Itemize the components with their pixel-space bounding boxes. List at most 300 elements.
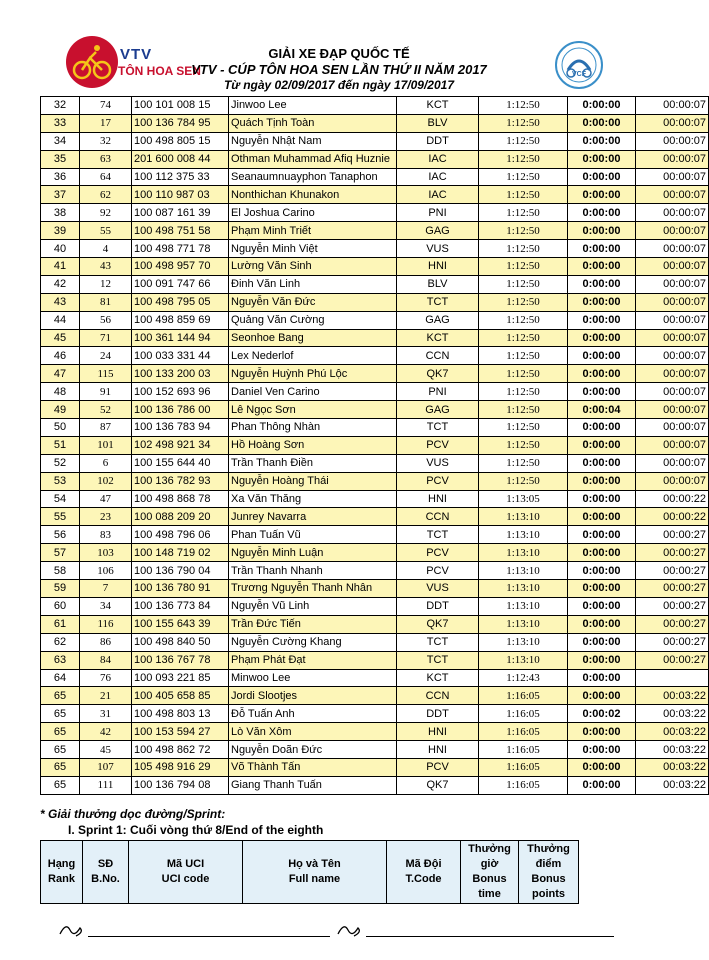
bib-cell: 7 (80, 580, 132, 598)
gap-cell: 00:03:22 (636, 687, 709, 705)
gap-cell: 00:00:07 (636, 454, 709, 472)
bonus-cell: 0:00:00 (568, 687, 636, 705)
gap-cell: 00:00:22 (636, 490, 709, 508)
table-row (41, 383, 709, 401)
rank-cell: 46 (41, 347, 80, 365)
table-row (41, 204, 709, 222)
rider-name-cell: Lex Nederlof (229, 347, 397, 365)
time-cell: 1:12:50 (479, 186, 568, 204)
vtv-logo-text: VTV (120, 46, 153, 63)
bonus-cell: 0:00:00 (568, 776, 636, 794)
uci-code-cell: 100 133 200 03 (132, 365, 229, 383)
gap-cell: 00:00:27 (636, 633, 709, 651)
bonus-cell: 0:00:00 (568, 544, 636, 562)
team-code-cell: PCV (397, 436, 479, 454)
table-row (41, 472, 709, 490)
time-cell: 1:16:05 (479, 776, 568, 794)
sprint-header-vi: SĐ (97, 858, 114, 870)
gap-cell: 00:00:07 (636, 114, 709, 132)
table-row (41, 419, 709, 437)
rank-cell: 52 (41, 454, 80, 472)
uci-code-cell: 100 136 790 04 (132, 562, 229, 580)
gap-cell: 00:00:07 (636, 258, 709, 276)
uci-code-cell: 100 033 331 44 (132, 347, 229, 365)
rank-cell: 44 (41, 311, 80, 329)
rider-name-cell: Othman Muhammad Afiq Huznie (229, 150, 397, 168)
bonus-cell: 0:00:00 (568, 293, 636, 311)
bonus-cell: 0:00:00 (568, 365, 636, 383)
bib-cell: 91 (80, 383, 132, 401)
signature-mark-left (58, 918, 88, 940)
table-row (41, 97, 709, 115)
team-code-cell: TCT (397, 633, 479, 651)
time-cell: 1:13:10 (479, 508, 568, 526)
time-cell: 1:12:50 (479, 293, 568, 311)
bib-cell: 64 (80, 168, 132, 186)
bonus-cell: 0:00:00 (568, 723, 636, 741)
bonus-cell: 0:00:00 (568, 580, 636, 598)
uci-code-cell: 100 152 693 96 (132, 383, 229, 401)
bonus-cell: 0:00:00 (568, 741, 636, 759)
uci-code-cell: 100 405 658 85 (132, 687, 229, 705)
team-code-cell: TCT (397, 526, 479, 544)
uci-code-cell: 100 136 783 94 (132, 419, 229, 437)
rank-cell: 62 (41, 633, 80, 651)
team-code-cell: KCT (397, 97, 479, 115)
bib-cell: 24 (80, 347, 132, 365)
gap-cell: 00:00:07 (636, 97, 709, 115)
bib-cell: 86 (80, 633, 132, 651)
rider-name-cell: Daniel Ven Carino (229, 383, 397, 401)
team-code-cell: DDT (397, 597, 479, 615)
team-code-cell: QK7 (397, 615, 479, 633)
page-header (0, 0, 678, 96)
bib-cell: 62 (80, 186, 132, 204)
bib-cell: 76 (80, 669, 132, 687)
bib-cell: 115 (80, 365, 132, 383)
sprint-header-en: UCI code (161, 873, 210, 885)
gap-cell: 00:03:22 (636, 723, 709, 741)
time-cell: 1:12:50 (479, 275, 568, 293)
time-cell: 1:12:50 (479, 258, 568, 276)
bonus-cell: 0:00:00 (568, 132, 636, 150)
sprint-header-cell (129, 841, 243, 904)
bonus-cell: 0:00:00 (568, 597, 636, 615)
bib-cell: 12 (80, 275, 132, 293)
rider-name-cell: Lê Ngọc Sơn (229, 401, 397, 419)
time-cell: 1:16:05 (479, 723, 568, 741)
rider-name-cell: Hồ Hoàng Sơn (229, 436, 397, 454)
table-row (41, 311, 709, 329)
rank-cell: 39 (41, 222, 80, 240)
bib-cell: 116 (80, 615, 132, 633)
table-row (41, 114, 709, 132)
gap-cell: 00:00:07 (636, 347, 709, 365)
bib-cell: 45 (80, 741, 132, 759)
table-row (41, 633, 709, 651)
time-cell: 1:16:05 (479, 687, 568, 705)
uci-code-cell: 100 136 767 78 (132, 651, 229, 669)
team-code-cell: GAG (397, 401, 479, 419)
gap-cell: 00:00:07 (636, 150, 709, 168)
bonus-cell: 0:00:00 (568, 258, 636, 276)
rider-name-cell: Junrey Navarra (229, 508, 397, 526)
uci-code-cell: 100 153 594 27 (132, 723, 229, 741)
bonus-cell: 0:00:00 (568, 508, 636, 526)
bonus-cell: 0:00:00 (568, 436, 636, 454)
gap-cell: 00:00:07 (636, 311, 709, 329)
team-code-cell: DDT (397, 705, 479, 723)
bib-cell: 103 (80, 544, 132, 562)
rider-name-cell: Nguyễn Văn Đức (229, 293, 397, 311)
team-code-cell: DDT (397, 132, 479, 150)
rider-name-cell: Phạm Minh Triết (229, 222, 397, 240)
uci-code-cell: 100 110 987 03 (132, 186, 229, 204)
rank-cell: 32 (41, 97, 80, 115)
team-code-cell: QK7 (397, 776, 479, 794)
sprint-header-cell (461, 841, 519, 904)
table-row (41, 508, 709, 526)
bib-cell: 111 (80, 776, 132, 794)
bonus-cell: 0:00:00 (568, 204, 636, 222)
gap-cell: 00:00:27 (636, 651, 709, 669)
time-cell: 1:12:50 (479, 132, 568, 150)
uci-code-cell: 100 091 747 66 (132, 275, 229, 293)
sprint-header-en: Bonus points (531, 873, 566, 900)
rank-cell: 45 (41, 329, 80, 347)
rank-cell: 49 (41, 401, 80, 419)
rider-name-cell: Lò Văn Xôm (229, 723, 397, 741)
bib-cell: 107 (80, 758, 132, 776)
team-code-cell: VUS (397, 240, 479, 258)
sprint-table (40, 840, 579, 904)
uci-code-cell: 201 600 008 44 (132, 150, 229, 168)
bib-cell: 63 (80, 150, 132, 168)
rider-name-cell: Quảng Văn Cường (229, 311, 397, 329)
bib-cell: 71 (80, 329, 132, 347)
bonus-cell: 0:00:00 (568, 383, 636, 401)
team-code-cell: QK7 (397, 365, 479, 383)
uci-code-cell: 100 136 794 08 (132, 776, 229, 794)
team-code-cell: TCT (397, 651, 479, 669)
rider-name-cell: Nguyễn Minh Việt (229, 240, 397, 258)
rank-cell: 54 (41, 490, 80, 508)
rank-cell: 42 (41, 275, 80, 293)
sprint-header-en: B.No. (91, 873, 120, 885)
team-code-cell: PNI (397, 204, 479, 222)
rider-name-cell: Xa Văn Thăng (229, 490, 397, 508)
sprint-note: * Giải thưởng dọc đường/Sprint: (40, 807, 226, 821)
gap-cell: 00:00:07 (636, 472, 709, 490)
uci-code-cell: 100 498 796 06 (132, 526, 229, 544)
bonus-cell: 0:00:00 (568, 347, 636, 365)
team-code-cell: VUS (397, 580, 479, 598)
table-row (41, 526, 709, 544)
table-row (41, 275, 709, 293)
uci-code-cell: 102 498 921 34 (132, 436, 229, 454)
time-cell: 1:12:50 (479, 240, 568, 258)
time-cell: 1:12:50 (479, 311, 568, 329)
bonus-cell: 0:00:00 (568, 240, 636, 258)
team-code-cell: KCT (397, 669, 479, 687)
team-code-cell: PCV (397, 562, 479, 580)
time-cell: 1:16:05 (479, 705, 568, 723)
bonus-cell: 0:00:00 (568, 454, 636, 472)
time-cell: 1:13:10 (479, 526, 568, 544)
team-code-cell: HNI (397, 258, 479, 276)
time-cell: 1:12:50 (479, 383, 568, 401)
table-row (41, 436, 709, 454)
rank-cell: 33 (41, 114, 80, 132)
bib-cell: 106 (80, 562, 132, 580)
rank-cell: 51 (41, 436, 80, 454)
bib-cell: 17 (80, 114, 132, 132)
table-row (41, 580, 709, 598)
table-row (41, 132, 709, 150)
rank-cell: 38 (41, 204, 80, 222)
signature-line-right (366, 936, 614, 937)
table-row (41, 544, 709, 562)
rank-cell: 35 (41, 150, 80, 168)
rider-name-cell: Jinwoo Lee (229, 97, 397, 115)
gap-cell: 00:00:07 (636, 383, 709, 401)
time-cell: 1:12:50 (479, 365, 568, 383)
uci-code-cell: 100 498 803 13 (132, 705, 229, 723)
uci-code-cell: 100 112 375 33 (132, 168, 229, 186)
uci-code-cell: 100 136 782 93 (132, 472, 229, 490)
table-row (41, 347, 709, 365)
rank-cell: 61 (41, 615, 80, 633)
gap-cell: 00:03:22 (636, 758, 709, 776)
bib-cell: 6 (80, 454, 132, 472)
gap-cell: 00:00:27 (636, 615, 709, 633)
time-cell: 1:12:50 (479, 114, 568, 132)
team-code-cell: VUS (397, 454, 479, 472)
uci-code-cell: 100 136 786 00 (132, 401, 229, 419)
team-code-cell: GAG (397, 222, 479, 240)
rider-name-cell: Võ Thành Tấn (229, 758, 397, 776)
bib-cell: 21 (80, 687, 132, 705)
bib-cell: 32 (80, 132, 132, 150)
rank-cell: 59 (41, 580, 80, 598)
rank-cell: 60 (41, 597, 80, 615)
uci-code-cell: 100 361 144 94 (132, 329, 229, 347)
rank-cell: 55 (41, 508, 80, 526)
time-cell: 1:12:50 (479, 204, 568, 222)
gap-cell: 00:00:07 (636, 329, 709, 347)
time-cell: 1:12:43 (479, 669, 568, 687)
bib-cell: 4 (80, 240, 132, 258)
gap-cell: 00:00:27 (636, 597, 709, 615)
rider-name-cell: Nguyễn Huỳnh Phú Lộc (229, 365, 397, 383)
table-row (41, 705, 709, 723)
sprint-header-vi: Mã UCI (166, 858, 205, 870)
bib-cell: 92 (80, 204, 132, 222)
table-row (41, 329, 709, 347)
time-cell: 1:16:05 (479, 741, 568, 759)
team-code-cell: IAC (397, 168, 479, 186)
time-cell: 1:12:50 (479, 150, 568, 168)
gap-cell: 00:00:27 (636, 526, 709, 544)
gap-cell: 00:03:22 (636, 705, 709, 723)
rider-name-cell: Trần Đức Tiến (229, 615, 397, 633)
tonhoasen-logo-text: TÔN HOA SEN (118, 64, 201, 78)
rider-name-cell: Nguyễn Minh Luận (229, 544, 397, 562)
rider-name-cell: Nonthichan Khunakon (229, 186, 397, 204)
rank-cell: 34 (41, 132, 80, 150)
gap-cell: 00:00:07 (636, 401, 709, 419)
signature-mark-right (336, 918, 366, 940)
rider-name-cell: Jordi Slootjes (229, 687, 397, 705)
team-code-cell: BLV (397, 114, 479, 132)
time-cell: 1:12:50 (479, 347, 568, 365)
sprint-header-cell (387, 841, 461, 904)
uci-code-cell: 100 498 805 15 (132, 132, 229, 150)
rank-cell: 41 (41, 258, 80, 276)
gap-cell: 00:00:07 (636, 204, 709, 222)
rider-name-cell: Đinh Văn Linh (229, 275, 397, 293)
uci-code-cell: 100 498 751 58 (132, 222, 229, 240)
rider-name-cell: Nguyễn Nhật Nam (229, 132, 397, 150)
time-cell: 1:13:10 (479, 544, 568, 562)
gap-cell: 00:00:07 (636, 186, 709, 204)
gap-cell: 00:00:07 (636, 240, 709, 258)
time-cell: 1:16:05 (479, 758, 568, 776)
sprint-header-cell (519, 841, 579, 904)
time-cell: 1:12:50 (479, 222, 568, 240)
rank-cell: 50 (41, 419, 80, 437)
table-row (41, 669, 709, 687)
bib-cell: 47 (80, 490, 132, 508)
gap-cell: 00:00:07 (636, 275, 709, 293)
team-code-cell: BLV (397, 275, 479, 293)
sprint-header-vi: Hạng (47, 858, 76, 870)
rank-cell: 65 (41, 741, 80, 759)
gap-cell (636, 669, 709, 687)
team-code-cell: HNI (397, 741, 479, 759)
gap-cell: 00:00:07 (636, 365, 709, 383)
table-row (41, 168, 709, 186)
bonus-cell: 0:00:00 (568, 490, 636, 508)
uci-code-cell: 100 498 862 72 (132, 741, 229, 759)
bonus-cell: 0:00:00 (568, 758, 636, 776)
time-cell: 1:12:50 (479, 472, 568, 490)
rider-name-cell: Trương Nguyễn Thanh Nhân (229, 580, 397, 598)
uci-code-cell: 100 498 859 69 (132, 311, 229, 329)
bonus-cell: 0:00:04 (568, 401, 636, 419)
team-code-cell: HNI (397, 723, 479, 741)
rank-cell: 58 (41, 562, 80, 580)
bonus-cell: 0:00:00 (568, 615, 636, 633)
time-cell: 1:12:50 (479, 401, 568, 419)
team-code-cell: TCT (397, 419, 479, 437)
team-code-cell: CCN (397, 508, 479, 526)
sprint-header-en: Bonus time (472, 873, 507, 900)
uci-code-cell: 100 136 780 91 (132, 580, 229, 598)
gap-cell: 00:00:07 (636, 222, 709, 240)
sprint-header-vi: Mã Đội (405, 858, 442, 870)
rider-name-cell: Phạm Phát Đạt (229, 651, 397, 669)
bib-cell: 31 (80, 705, 132, 723)
time-cell: 1:13:10 (479, 597, 568, 615)
signature-line-left (88, 936, 330, 937)
table-row (41, 562, 709, 580)
table-row (41, 490, 709, 508)
bonus-cell: 0:00:00 (568, 562, 636, 580)
table-row (41, 615, 709, 633)
sprint-header-cell (83, 841, 129, 904)
table-row (41, 258, 709, 276)
bonus-cell: 0:00:02 (568, 705, 636, 723)
time-cell: 1:13:10 (479, 651, 568, 669)
bonus-cell: 0:00:00 (568, 472, 636, 490)
bonus-cell: 0:00:00 (568, 669, 636, 687)
table-row (41, 186, 709, 204)
rider-name-cell: Trần Thanh Điền (229, 454, 397, 472)
time-cell: 1:13:10 (479, 562, 568, 580)
gap-cell: 00:00:22 (636, 508, 709, 526)
rider-name-cell: Seanaumnuayphon Tanaphon (229, 168, 397, 186)
bonus-cell: 0:00:00 (568, 275, 636, 293)
rank-cell: 53 (41, 472, 80, 490)
uci-code-cell: 100 136 784 95 (132, 114, 229, 132)
team-code-cell: CCN (397, 687, 479, 705)
uci-code-cell: 100 101 008 15 (132, 97, 229, 115)
uci-code-cell: 100 088 209 20 (132, 508, 229, 526)
table-row (41, 365, 709, 383)
gap-cell: 00:00:07 (636, 419, 709, 437)
vcf-emblem-icon (554, 40, 604, 90)
bib-cell: 56 (80, 311, 132, 329)
rank-cell: 37 (41, 186, 80, 204)
uci-code-cell: 100 087 161 39 (132, 204, 229, 222)
bonus-cell: 0:00:00 (568, 168, 636, 186)
rank-cell: 43 (41, 293, 80, 311)
table-row (41, 401, 709, 419)
sprint-header-en: Full name (288, 873, 341, 885)
table-row (41, 222, 709, 240)
title-line-2: VTV - CÚP TÔN HOA SEN LẦN THỨ II NĂM 2017 (191, 62, 487, 77)
uci-code-cell: 100 498 795 05 (132, 293, 229, 311)
bonus-cell: 0:00:00 (568, 222, 636, 240)
title-line-3: Từ ngày 02/09/2017 đến ngày 17/09/2017 (223, 78, 455, 92)
rider-name-cell: El Joshua Carino (229, 204, 397, 222)
bonus-cell: 0:00:00 (568, 526, 636, 544)
gap-cell: 00:00:07 (636, 293, 709, 311)
gap-cell: 00:00:07 (636, 168, 709, 186)
uci-code-cell: 100 498 840 50 (132, 633, 229, 651)
table-row (41, 597, 709, 615)
team-code-cell: PCV (397, 544, 479, 562)
rider-name-cell: Quách Tịnh Toàn (229, 114, 397, 132)
bib-cell: 83 (80, 526, 132, 544)
gap-cell: 00:00:27 (636, 580, 709, 598)
sprint-header-cell (243, 841, 387, 904)
uci-code-cell: 100 155 643 39 (132, 615, 229, 633)
bib-cell: 102 (80, 472, 132, 490)
uci-code-cell: 100 498 957 70 (132, 258, 229, 276)
rank-cell: 36 (41, 168, 80, 186)
rank-cell: 65 (41, 705, 80, 723)
bib-cell: 23 (80, 508, 132, 526)
sprint-header-en: Rank (48, 873, 75, 885)
uci-code-cell: 100 498 868 78 (132, 490, 229, 508)
rank-cell: 56 (41, 526, 80, 544)
team-code-cell: KCT (397, 329, 479, 347)
team-code-cell: PNI (397, 383, 479, 401)
table-row (41, 741, 709, 759)
time-cell: 1:12:50 (479, 97, 568, 115)
